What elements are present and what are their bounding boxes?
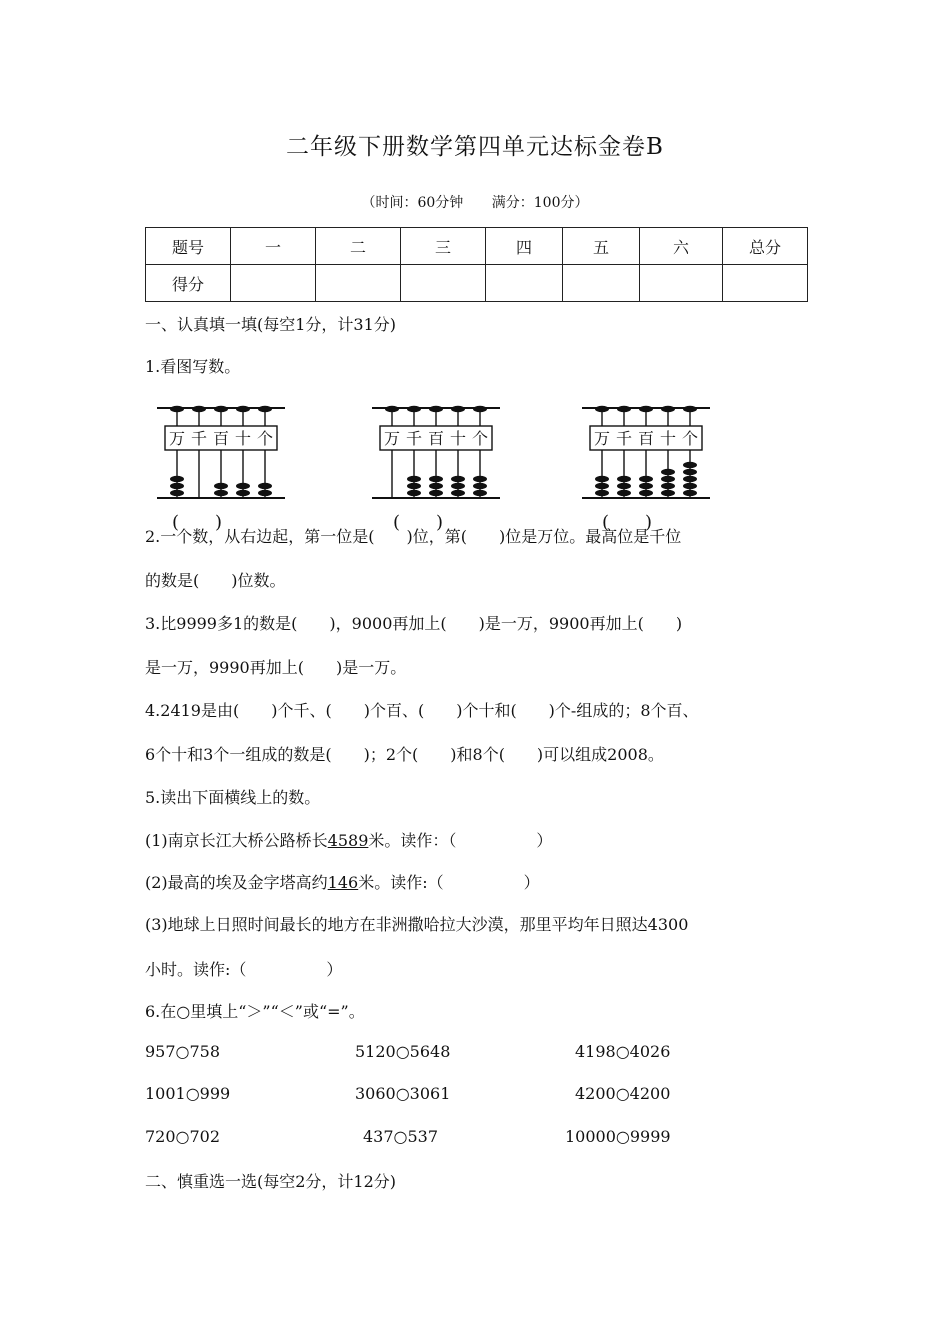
abacus-cap-bead [170,406,184,412]
abacus-bead [451,483,465,489]
abacus-place-label: 个 [256,429,274,448]
question-4-line-2: 6个十和3个一组成的数是( )；2个( )和8个( )可以组成2008。 [145,745,664,764]
abacus-bead [683,469,697,475]
abacus-figure-1 [155,400,290,504]
question-4-line-1: 4.2419是由( )个千、( )个百、( )个十和( )个-组成的；8个百、 [145,701,699,720]
abacus-bead [473,483,487,489]
abacus-bead [617,490,631,496]
score-input-cell[interactable] [723,265,808,302]
abacus-bead [407,476,421,482]
part-1-answer[interactable]: 米。读作：（ ） [368,831,553,850]
question-1: 1.看图写数。 [145,357,241,376]
compare-item[interactable]: 957○758 [145,1042,221,1061]
abacus-cap-bead [407,406,421,412]
abacus-bead [683,462,697,468]
compare-item[interactable]: 437○537 [363,1127,439,1146]
question-5-part-3-line-1: (3)地球上日照时间最长的地方在非洲撒哈拉大沙漠，那里平均年日照达4300 [145,915,689,934]
score-cell: 四 [486,228,563,265]
abacus-bead [473,490,487,496]
abacus-cap-bead [661,406,675,412]
abacus-bead [661,476,675,482]
abacus-place-label: 万 [168,429,186,448]
abacus-bead [473,476,487,482]
score-cell: 一 [231,228,316,265]
compare-item[interactable]: 10000○9999 [565,1127,671,1146]
abacus-figure-3 [580,400,715,504]
abacus-bead [683,476,697,482]
abacus-bead [236,483,250,489]
abacus-bead [214,490,228,496]
question-5-part-2 [145,870,540,893]
compare-item[interactable]: 720○702 [145,1127,221,1146]
abacus-bead [595,483,609,489]
exam-info [0,192,950,212]
abacus-cap-bead [192,406,206,412]
abacus-bead [661,490,675,496]
part-2-number: 146 [327,873,359,892]
part-2-text: (2)最高的埃及金字塔高约 [145,873,328,892]
score-input-cell[interactable] [486,265,563,302]
abacus-cap-bead [595,406,609,412]
question-3-line-2: 是一万，9990再加上( )是一万。 [145,658,407,677]
abacus-place-label: 千 [615,429,633,448]
abacus-cap-bead [429,406,443,412]
abacus-place-label: 个 [681,429,699,448]
score-table-header-row [146,228,808,265]
abacus-cap-bead [236,406,250,412]
compare-item[interactable]: 5120○5648 [355,1042,451,1061]
abacus-answer-3[interactable]: ( ) [602,512,653,533]
abacus-bead [451,490,465,496]
abacus-place-label: 百 [212,429,230,448]
abacus-place-label: 万 [383,429,401,448]
abacus-cap-bead [451,406,465,412]
time-limit: （时间：60分钟 [361,195,464,211]
part-1-text: (1)南京长江大桥公路桥长 [145,831,328,850]
score-input-cell[interactable] [640,265,723,302]
abacus-bead [429,483,443,489]
score-table [145,227,808,302]
score-cell: 得分 [146,265,231,302]
abacus-bead [617,476,631,482]
abacus-cap-bead [639,406,653,412]
score-cell: 五 [563,228,640,265]
abacus-place-label: 十 [659,429,677,448]
score-input-cell[interactable] [563,265,640,302]
abacus-bead [170,490,184,496]
part-2-answer[interactable]: 米。读作:（ ） [358,873,540,892]
abacus-bead [617,483,631,489]
question-5-part-1 [145,828,552,851]
abacus-answer-1[interactable]: ( ) [172,512,223,533]
abacus-bead [661,469,675,475]
abacus-bead [170,483,184,489]
abacus-figure-2 [370,400,505,504]
abacus-cap-bead [258,406,272,412]
abacus-bead [429,476,443,482]
abacus-place-label: 千 [405,429,423,448]
score-input-cell[interactable] [231,265,316,302]
section-2-heading: 二、慎重选一选(每空2分，计12分) [145,1172,397,1191]
page-title: 二年级下册数学第四单元达标金卷B [286,134,664,160]
part-1-number: 4589 [327,831,369,850]
abacus-place-label: 十 [234,429,252,448]
score-input-cell[interactable] [401,265,486,302]
abacus-place-label: 十 [449,429,467,448]
abacus-bead [214,483,228,489]
abacus-cap-bead [473,406,487,412]
abacus-bead [407,490,421,496]
score-cell: 题号 [146,228,231,265]
abacus-bead [170,476,184,482]
question-5: 5.读出下面横线上的数。 [145,788,321,807]
abacus-bead [639,476,653,482]
abacus-bead [258,490,272,496]
abacus-place-label: 个 [471,429,489,448]
full-score: 满分：100分） [491,195,589,211]
question-6: 6.在○里填上“＞”“＜”或“=”。 [145,1002,365,1021]
score-cell: 总分 [723,228,808,265]
abacus-bead [639,483,653,489]
abacus-cap-bead [214,406,228,412]
abacus-bead [683,490,697,496]
abacus-bead [236,490,250,496]
score-cell: 二 [316,228,401,265]
abacus-bead [639,490,653,496]
score-cell: 六 [640,228,723,265]
abacus-bead [683,483,697,489]
score-table-score-row [146,265,808,302]
question-2-line-2: 的数是( )位数。 [145,571,286,590]
abacus-bead [595,490,609,496]
abacus-place-label: 百 [637,429,655,448]
abacus-bead [429,490,443,496]
abacus-bead [595,476,609,482]
abacus-place-label: 百 [427,429,445,448]
compare-item[interactable]: 1001○999 [145,1084,231,1103]
abacus-cap-bead [385,406,399,412]
question-5-part-3-line-2[interactable]: 小时。读作:（ ） [145,960,343,979]
abacus-cap-bead [683,406,697,412]
abacus-bead [407,483,421,489]
abacus-bead [258,483,272,489]
abacus-bead [661,483,675,489]
compare-item[interactable]: 4200○4200 [575,1084,671,1103]
abacus-bead [451,476,465,482]
abacus-place-label: 千 [190,429,208,448]
section-1-heading: 一、认真填一填(每空1分，计31分) [145,315,397,334]
score-input-cell[interactable] [316,265,401,302]
question-2-line-1: 2.一个数，从右边起，第一位是( )位，第( )位是万位。最高位是千位 [145,527,682,546]
abacus-place-label: 万 [593,429,611,448]
question-3-line-1: 3.比9999多1的数是( )，9000再加上( )是一万，9900再加上( ) [145,614,683,633]
score-cell: 三 [401,228,486,265]
abacus-cap-bead [617,406,631,412]
compare-item[interactable]: 4198○4026 [575,1042,671,1061]
compare-item[interactable]: 3060○3061 [355,1084,451,1103]
abacus-answer-2[interactable]: ( ) [393,512,444,533]
